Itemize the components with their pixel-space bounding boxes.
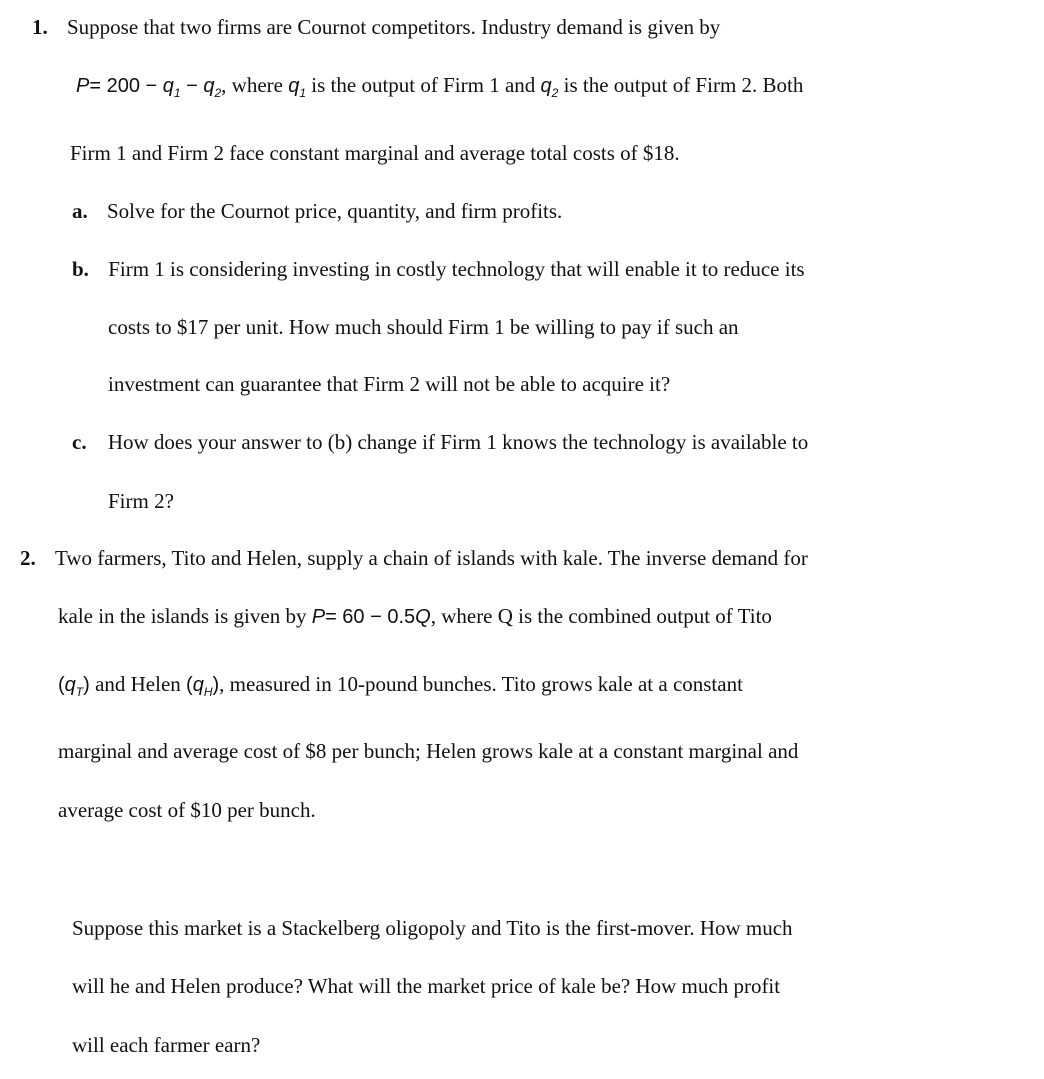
tito-quantity xyxy=(58,674,90,699)
question-2-line-1 xyxy=(20,545,808,571)
text-output-firm-1: is the output of Firm 1 and xyxy=(306,73,541,97)
question-1-number: 1. xyxy=(32,15,48,39)
stackelberg-line-1: Suppose this market is a Stackelberg oligopoly and Tito is the first-mover. How much xyxy=(72,916,793,940)
qt-symbol: q xyxy=(64,674,76,696)
question-1b-line-1 xyxy=(72,256,805,282)
q2-inline-subscript: 2 xyxy=(551,86,559,100)
question-1-text: Suppose that two firms are Cournot competitors. Industry demand is given by xyxy=(67,15,721,39)
quantity-symbol: Q xyxy=(415,606,431,628)
q1-subscript: 1 xyxy=(173,86,181,100)
paren-close-h: ) xyxy=(212,674,220,696)
qt-subscript: T xyxy=(75,685,84,699)
text-kale-demand: kale in the islands is given by xyxy=(58,604,312,628)
question-1b-line-2: costs to $17 per unit. How much should Firm 1 be willing to pay if such an xyxy=(108,315,739,339)
text-measured: , measured in 10-pound bunches. Tito grows kale at a constant xyxy=(219,672,743,696)
helen-quantity xyxy=(186,674,220,699)
question-1c-line-2: Firm 2? xyxy=(108,489,174,513)
question-2-text: Two farmers, Tito and Helen, supply a chain of islands with kale. The inverse demand for xyxy=(55,546,808,570)
question-2-line-3 xyxy=(58,671,743,698)
price-symbol-2: P xyxy=(311,606,326,628)
q2-inline-symbol: q xyxy=(540,75,552,97)
q1-symbol: q xyxy=(162,75,174,97)
paren-close-t: ) xyxy=(83,674,90,696)
text-combined-output: , where Q is the combined output of Tito xyxy=(430,604,772,628)
inverse-demand-equation xyxy=(312,606,431,628)
paren-open-h: ( xyxy=(186,674,193,696)
question-2-line-4: marginal and average cost of $8 per bunch; Helen grows kale at a constant marginal and xyxy=(58,739,799,763)
question-1c-line-1 xyxy=(72,429,808,455)
qh-symbol: q xyxy=(192,674,204,696)
question-2-number: 2. xyxy=(20,546,36,570)
question-1a-text: Solve for the Cournot price, quantity, and firm profits. xyxy=(107,199,563,223)
question-1b-line-3: investment can guarantee that Firm 2 will not be able to acquire it? xyxy=(108,372,671,396)
question-1-line-1 xyxy=(32,14,720,40)
q2-subscript: 2 xyxy=(214,86,222,100)
qh-subscript: H xyxy=(203,685,213,699)
q1-inline-symbol: q xyxy=(288,75,300,97)
equation-constants-2: = 60 − 0.5 xyxy=(325,606,416,628)
question-1c-label: c. xyxy=(72,430,87,454)
stackelberg-line-3: will each farmer earn? xyxy=(72,1033,261,1057)
q2-symbol: q xyxy=(203,75,215,97)
question-2-line-5: average cost of $10 per bunch. xyxy=(58,798,316,822)
text-where: , where xyxy=(221,73,289,97)
question-1-demand-line xyxy=(76,72,803,99)
question-1-line-3: Firm 1 and Firm 2 face constant marginal and average total costs of $18. xyxy=(70,141,680,165)
question-1a xyxy=(72,198,562,224)
question-2-demand-line xyxy=(58,603,772,630)
paren-open-t: ( xyxy=(58,674,65,696)
price-symbol: P xyxy=(76,75,90,97)
stackelberg-line-2: will he and Helen produce? What will the market price of kale be? How much profit xyxy=(72,974,781,998)
equation-constant: = 200 − xyxy=(89,75,163,97)
text-output-firm-2: is the output of Firm 2. Both xyxy=(558,73,804,97)
question-1b-text: Firm 1 is considering investing in costly technology that will enable it to reduce its xyxy=(108,257,805,281)
question-1a-label: a. xyxy=(72,199,88,223)
question-1b-label: b. xyxy=(72,257,89,281)
equation-minus: − xyxy=(180,75,204,97)
q1-inline-subscript: 1 xyxy=(299,86,307,100)
text-and-helen: and Helen xyxy=(89,672,187,696)
demand-equation xyxy=(76,75,222,100)
question-1c-text: How does your answer to (b) change if Firm 1 knows the technology is available to xyxy=(107,430,809,454)
